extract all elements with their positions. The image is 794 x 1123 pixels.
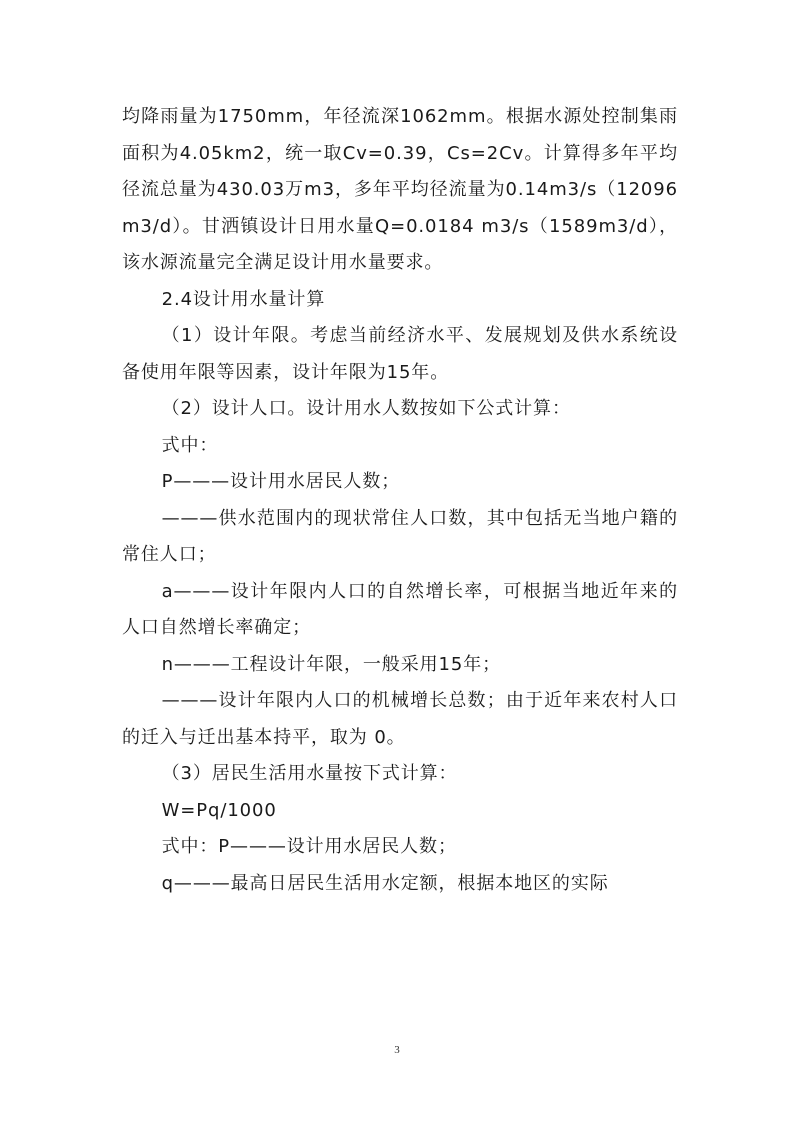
- paragraph-runoff-summary: 均降雨量为1750mm，年径流深1062mm。根据水源处控制集雨面积为4.05km2，统一取Cv=0.39，Cs=2Cv。计算得多年平均径流总量为430.03万m3，多年平均径流量为0.14m3/s（12096 m3/d）。甘洒镇设计日用水量Q=0.0184 m3/s（1589m3/d），该水源流量完全满足设计用水量要求。: [122, 106, 678, 273]
- definition-current-population: ———供水范围内的现状常住人口数，其中包括无当地户籍的常住人口；: [122, 507, 678, 565]
- paragraph-formula-where: 式中：: [161, 434, 219, 456]
- paragraph-design-years: （1）设计年限。考虑当前经济水平、发展规划及供水系统设备使用年限等因素，设计年限为15年。: [122, 325, 678, 383]
- definition-a: a———设计年限内人口的自然增长率，可根据当地近年来的人口自然增长率确定；: [122, 580, 678, 638]
- paragraph-design-population: （2）设计人口。设计用水人数按如下公式计算：: [161, 398, 571, 419]
- definition-p-second: 式中：P———设计用水居民人数；: [161, 836, 457, 857]
- definition-q: q———最高日居民生活用水定额，根据本地区的实际: [161, 872, 609, 894]
- document-body: [122, 99, 678, 902]
- page-number: 3: [394, 1044, 400, 1056]
- paragraph-domestic-water-formula-intro: （3）居民生活用水量按下式计算：: [161, 763, 458, 784]
- formula-w: W=Pq/1000: [161, 799, 277, 821]
- definition-mechanical-growth: ———设计年限内人口的机械增长总数；由于近年来农村人口的迁入与迁出基本持平，取为 0。: [122, 690, 678, 748]
- definition-n: n———工程设计年限，一般采用15年；: [161, 653, 502, 675]
- section-heading-2-4: 2.4设计用水量计算: [161, 288, 326, 310]
- definition-p: P———设计用水居民人数；: [161, 471, 401, 492]
